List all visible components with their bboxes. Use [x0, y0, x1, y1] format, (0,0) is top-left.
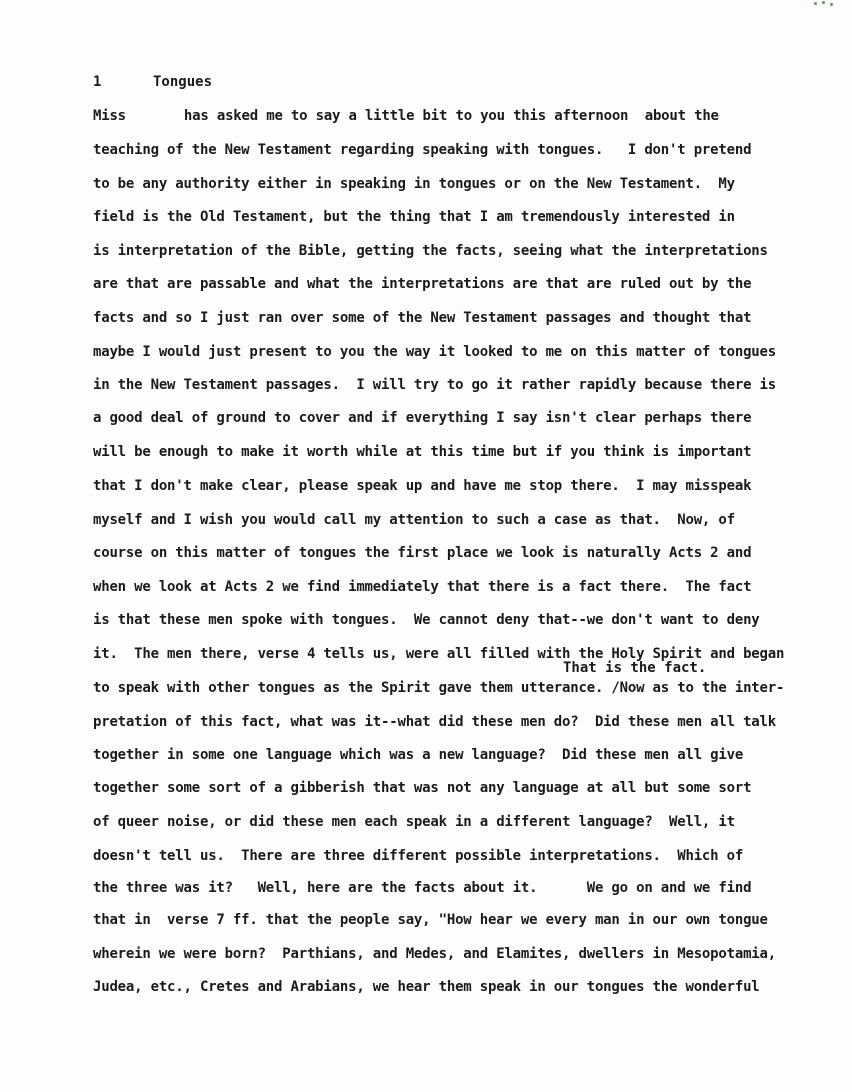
text-line: are that are passable and what the interpretations are that are ruled out by the: [93, 276, 752, 292]
text-line: pretation of this fact, what was it--what did these men do? Did these men all talk: [93, 714, 776, 730]
text-line: Judea, etc., Cretes and Arabians, we hear them speak in our tongues the wonderful: [93, 979, 760, 995]
text-line: will be enough to make it worth while at this time but if you think is important: [93, 444, 752, 460]
text-line: maybe I would just present to you the way it looked to me on this matter of tongues: [93, 344, 776, 360]
text-line: wherein we were born? Parthians, and Medes, and Elamites, dwellers in Mesopotamia,: [93, 946, 776, 962]
text-line: together some sort of a gibberish that was not any language at all but some sort: [93, 780, 752, 796]
text-line: course on this matter of tongues the first place we look is naturally Acts 2 and: [93, 545, 752, 561]
text-line: a good deal of ground to cover and if everything I say isn't clear perhaps there: [93, 410, 752, 426]
text-line: doesn't tell us. There are three different possible interpretations. Which of: [93, 848, 744, 864]
line-start: Miss: [93, 108, 126, 124]
text-line: is interpretation of the Bible, getting the facts, seeing what the interpretations: [93, 243, 768, 259]
text-line: to be any authority either in speaking in tongues or on the New Testament. My: [93, 176, 735, 192]
handwritten-insertion: That is the fact.: [563, 660, 707, 676]
text-line: the three was it? Well, here are the facts about it. We go on and we find: [93, 880, 752, 896]
text-line: [93, 108, 719, 124]
text-line: of queer noise, or did these men each speak in a different language? Well, it: [93, 814, 735, 830]
text-line: myself and I wish you would call my attention to such a case as that. Now, of: [93, 512, 735, 528]
text-line: that I don't make clear, please speak up and have me stop there. I may misspeak: [93, 478, 752, 494]
text-line: to speak with other tongues as the Spirit gave them utterance. /Now as to the inter-: [93, 680, 785, 696]
text-line: teaching of the New Testament regarding speaking with tongues. I don't pretend: [93, 142, 752, 158]
text-line: is that these men spoke with tongues. We cannot deny that--we don't want to deny: [93, 612, 760, 628]
text-line: when we look at Acts 2 we find immediately that there is a fact there. The fact: [93, 579, 752, 595]
text-line: it. The men there, verse 4 tells us, were all filled with the Holy Spirit and began: [93, 646, 785, 662]
text-line: facts and so I just ran over some of the New Testament passages and thought that: [93, 310, 752, 326]
text-line: together in some one language which was a new language? Did these men all give: [93, 747, 744, 763]
page-number: 1: [93, 74, 102, 90]
page-title: Tongues: [153, 74, 213, 90]
text-line: that in verse 7 ff. that the people say, "How hear we every man in our own tongue: [93, 912, 768, 928]
page-header: [93, 74, 212, 90]
line-end: has asked me to say a little bit to you this afternoon about the: [183, 108, 719, 124]
text-line: field is the Old Testament, but the thing that I am tremendously interested in: [93, 209, 735, 225]
text-line: in the New Testament passages. I will try to go it rather rapidly because there is: [93, 377, 776, 393]
corner-ink-mark: [810, 0, 838, 10]
